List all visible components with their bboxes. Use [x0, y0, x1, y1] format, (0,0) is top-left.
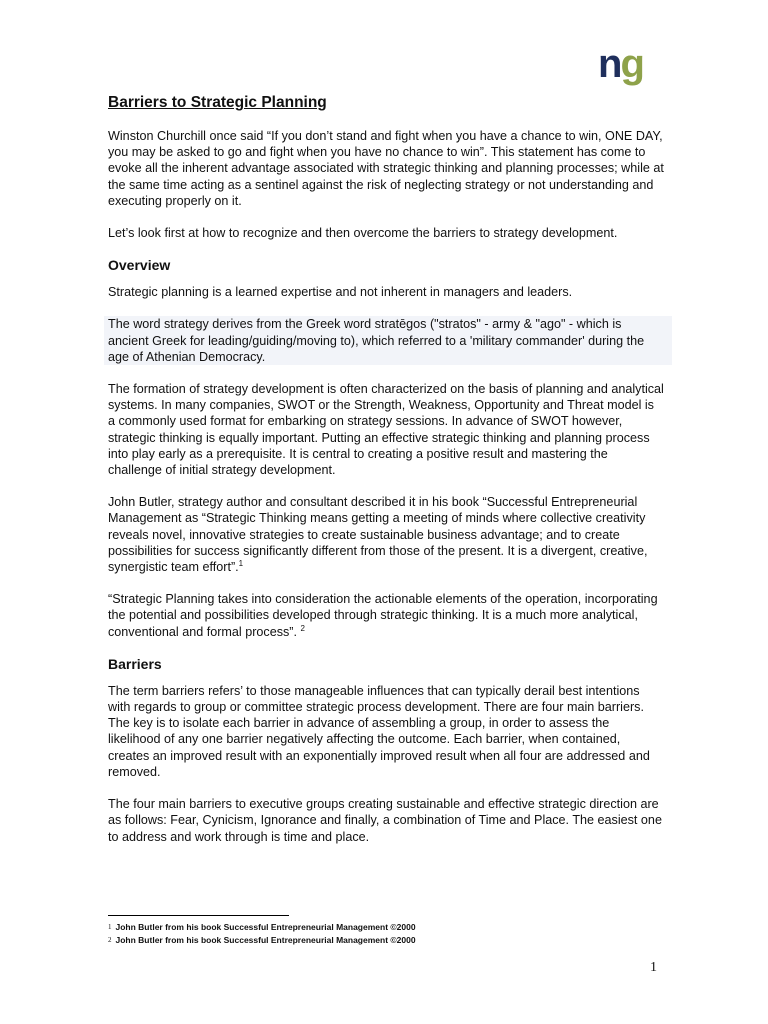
- page-number: 1: [650, 960, 657, 975]
- overview-paragraph-5-text: “Strategic Planning takes into consideration the actionable elements of the operation, incorporating the potential and possibilities developed through strategic thinking. It is a much more analytical, conventional and formal process”.: [108, 592, 658, 639]
- overview-paragraph-5: [108, 591, 664, 640]
- overview-paragraph-4-text: John Butler, strategy author and consultant described it in his book “Successful Entrepreneurial Management as “Strategic Thinking means getting a meeting of minds where collective creativity reveals novel, innovative strategies to create sustainable business advantage; and to create possibilities for success significantly different from those of the present. It is a divergent, creative, synergistic team effort”.: [108, 495, 648, 575]
- footnote-text: John Butler from his book Successful Entrepreneurial Management ©2000: [115, 935, 416, 945]
- company-logo: [598, 44, 654, 86]
- footnote-1: [108, 922, 608, 933]
- document-body: [108, 92, 664, 861]
- intro-paragraph-2: Let’s look first at how to recognize and then overcome the barriers to strategy development.: [108, 226, 618, 241]
- overview-paragraph-2: The word strategy derives from the Greek word stratēgos ("stratos" - army & "ago" - which is ancient Greek for leading/guiding/moving to), which referred to a 'military commander' during the age of Athenian Democracy.: [104, 316, 672, 365]
- logo-letter-g: g: [620, 42, 643, 86]
- intro-paragraph-1: Winston Churchill once said “If you don’t stand and fight when you have a chance to win, ONE DAY, you may be asked to go and fight when you have no chance to win”. This statement has come to evoke all the inherent advantage associated with strategic thinking and planning processes; while at the same time acting as a sentinel against the risk of neglecting strategy or not understanding and executing properly on it.: [108, 129, 664, 208]
- barriers-paragraph-2: The four main barriers to executive groups creating sustainable and effective strategic direction are as follows: Fear, Cynicism, Ignorance and finally, a combination of Time and Place. The easiest one to address and work through is time and place.: [108, 797, 662, 844]
- footnote-ref-2: 2: [300, 623, 305, 633]
- footnote-number: 2: [108, 936, 112, 944]
- overview-paragraph-4: [108, 494, 664, 575]
- footnote-number: 1: [108, 923, 112, 931]
- barriers-paragraph-1: The term barriers refers’ to those manageable influences that can typically derail best intentions with regards to group or committee strategic process development. There are four main barriers. The key is to isolate each barrier in advance of assembling a group, in order to assess the likelihood of any one barrier negatively affecting the outcome. Each barrier, when contained, creates an improved result with an exponentially improved result when all four are addressed and removed.: [108, 683, 650, 779]
- logo-letter-n: n: [598, 42, 621, 86]
- footnotes: [108, 922, 608, 948]
- overview-heading: Overview: [108, 257, 171, 274]
- logo-mark: [598, 44, 643, 84]
- overview-paragraph-3: The formation of strategy development is often characterized on the basis of planning and analytical systems. In many companies, SWOT or the Strength, Weakness, Opportunity and Threat model is a commonly used format for embarking on strategy sessions. In advance of SWOT however, strategic thinking is equally important. Putting an effective strategic thinking and planning process into play early as a prerequisite. It is central to creating a positive result and mastering the challenge of initial strategy development.: [108, 382, 664, 478]
- overview-paragraph-1: Strategic planning is a learned expertise and not inherent in managers and leaders.: [108, 285, 573, 300]
- document-title: Barriers to Strategic Planning: [108, 94, 327, 111]
- footnote-2: [108, 935, 608, 946]
- barriers-heading: Barriers: [108, 655, 162, 672]
- footnote-text: John Butler from his book Successful Entrepreneurial Management ©2000: [115, 922, 416, 932]
- footnote-divider: [108, 915, 289, 916]
- footnote-ref-1: 1: [238, 558, 244, 568]
